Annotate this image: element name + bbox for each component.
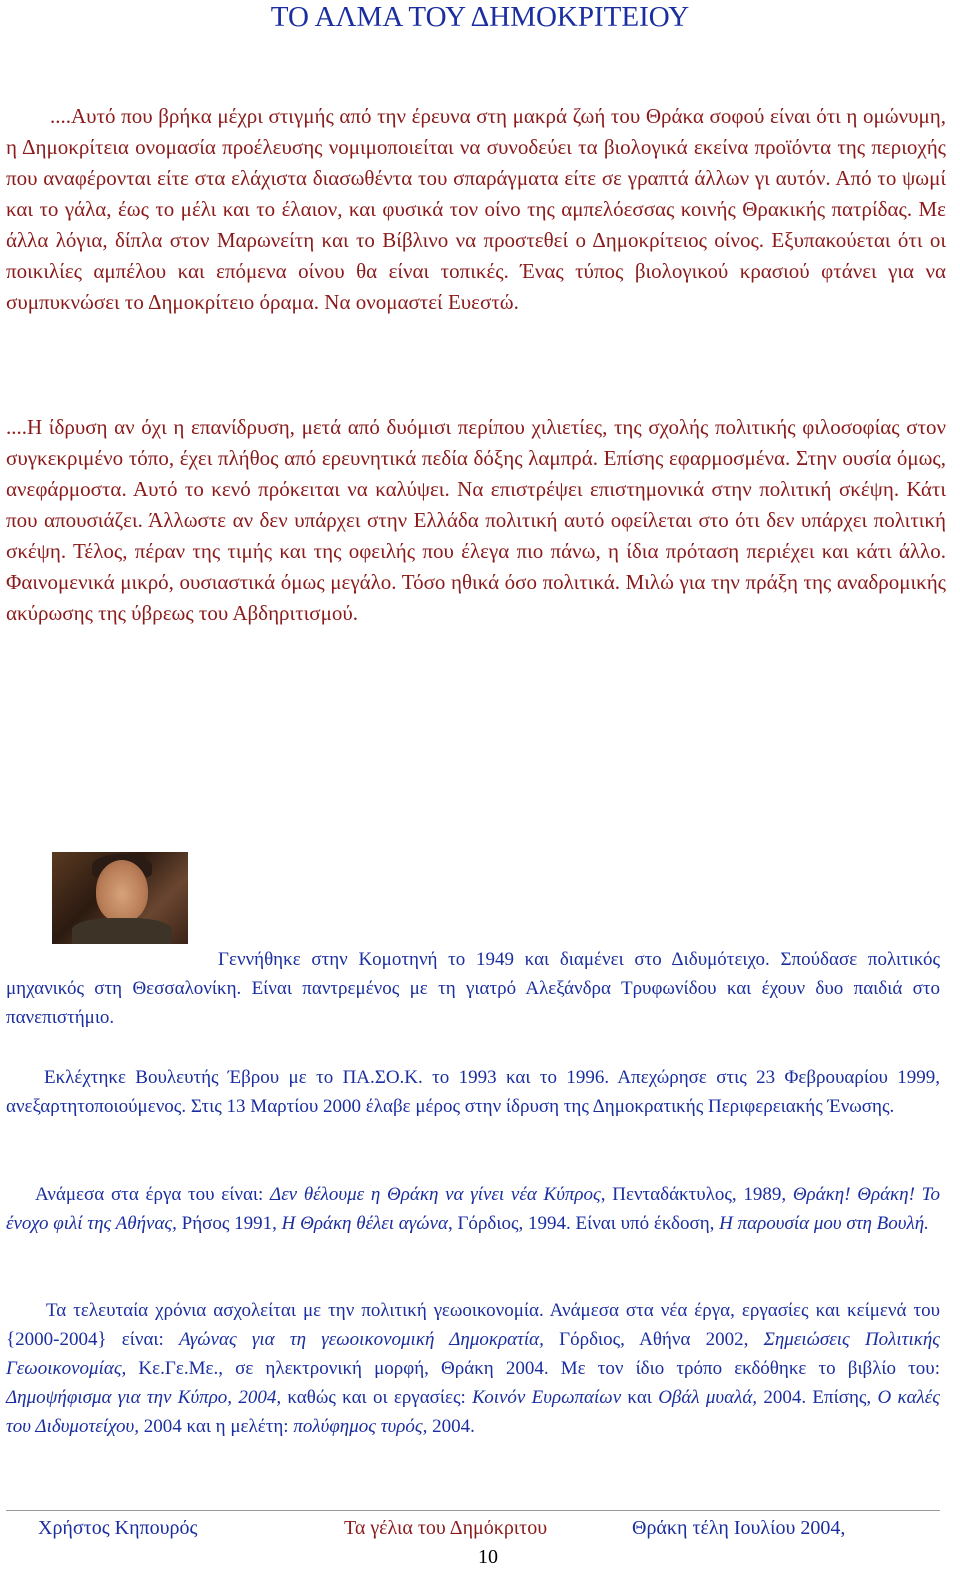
work-title: Ο καλές του Διδυμοτείχου,	[6, 1387, 940, 1437]
work-title: Δεν θέλουμε η Θράκη να γίνει νέα Κύπρος	[270, 1184, 601, 1205]
text-run: Κε.Γε.Με., σε ηλεκτρονική μορφή, Θράκη 2004. Με τον ίδιο τρόπο εκδόθηκε το βιβλίο του:	[126, 1358, 940, 1379]
work-title: πολύφημος τυρός,	[293, 1416, 428, 1437]
text-run: Γόρδιος, Αθήνα 2002,	[543, 1329, 764, 1350]
footer-divider	[6, 1510, 940, 1511]
text-run: 2004 και η μελέτη:	[138, 1416, 294, 1437]
author-photo	[52, 852, 188, 944]
work-title: Σημειώσεις Πολιτικής Γεωοικονομίας,	[6, 1329, 941, 1379]
work-title: Η Θράκη θέλει αγώνα	[281, 1213, 448, 1234]
bio-paragraph-birth: Γεννήθηκε στην Κομοτηνή το 1949 και διαμένει στο Διδυμότειχο. Σπούδασε πολιτικός μηχανικός στη Θεσσαλονίκη. Είναι παντρεμένος με τη γιατρό Αλεξάνδρα Τρυφωνίδου και έχουν δυο παιδιά στο πανεπιστήμιο.	[6, 949, 940, 1028]
bio-paragraph-works	[6, 1180, 940, 1238]
work-title: Οβάλ μυαλά,	[658, 1387, 758, 1408]
text-run: , Ρήσος 1991,	[172, 1213, 282, 1234]
work-title: Δημοψήφισμα για την Κύπρο, 2004,	[6, 1387, 282, 1408]
bio-paragraph-recent-works	[6, 1296, 940, 1441]
text-run: Τα τελευταία χρόνια ασχολείται με την πολιτική γεωοικονομία. Ανάμεσα στα νέα έργα, εργασίες και κείμενά του {2000-2004} είναι:	[6, 1300, 940, 1350]
author-photo-shirt	[72, 918, 172, 944]
page-title: ΤΟ ΑΛΜΑ ΤΟΥ ΔΗΜΟΚΡΙΤΕΙΟΥ	[270, 1, 690, 33]
footer-place-date: Θράκη τέλη Ιουλίου 2004,	[632, 1517, 846, 1539]
text-run: , Πενταδάκτυλος, 1989,	[600, 1184, 793, 1205]
footer-book-title: Τα γέλια του Δημόκριτου	[344, 1517, 548, 1539]
work-title: Η παρουσία μου στη Βουλή.	[719, 1213, 929, 1234]
page-number: 10	[478, 1546, 498, 1568]
work-title: Θράκη! Θράκη! Το ένοχο φιλί της Αθήνας	[6, 1184, 940, 1234]
footer-author: Χρήστος Κηπουρός	[38, 1517, 198, 1539]
text-run: 2004. Επίσης,	[757, 1387, 878, 1408]
work-title: Κοινόν Ευρωπαίων	[472, 1387, 622, 1408]
work-title: Αγώνας για τη γεωοικονομική Δημοκρατία,	[179, 1329, 544, 1350]
text-run: και	[621, 1387, 659, 1408]
text-run: καθώς και οι εργασίες:	[281, 1387, 473, 1408]
text-run: 2004.	[427, 1416, 475, 1437]
author-photo-face	[96, 860, 148, 922]
body-paragraph-2: ....Η ίδρυση αν όχι η επανίδρυση, μετά από δυόμισι περίπου χιλιετίες, της σχολής πολιτικής φιλοσοφίας στον συγκεκριμένο τόπο, έχει πλήθος από ερευνητικά πεδία δόξης λαμπρά. Επίσης εφαρμοσμένα. Στην ουσία όμως, ανεφάρμοστα. Αυτό το κενό πρόκειται να καλύψει. Να επιστρέψει επιστημονικά στην πολιτική σκέψη. Κάτι που απουσιάζει. Άλλωστε αν δεν υπάρχει στην Ελλάδα πολιτική αυτό οφείλεται στο ότι δεν υπάρχει πολιτική σκέψη. Τέλος, πέραν της τιμής και της οφειλής που έλεγα πιο πάνω, η ίδια πρόταση περιέχει και κάτι άλλο. Φαινομενικά μικρό, ουσιαστικά όμως μεγάλο. Τόσο ηθικά όσο πολιτικά. Μιλώ για την πράξη της αναδρομικής ακύρωσης της ύβρεως του Αβδηριτισμού.	[6, 415, 946, 625]
text-run: Ανάμεσα στα έργα του είναι:	[35, 1184, 271, 1205]
body-paragraph-1: ....Αυτό που βρήκα μέχρι στιγμής από την έρευνα στη μακρά ζωή του Θράκα σοφού είναι ότι η ομώνυμη, η Δημοκρίτεια ονομασία προέλευσης νομιμοποιείται να συνοδεύει τα βιολογικά εκείνα προϊόντα της περιοχής που αναφέρονται είτε στα ελάχιστα διασωθέντα του σπαράγματα είτε σε γραπτά άλλων γι αυτόν. Από το ψωμί και το γάλα, έως το μέλι και το έλαιον, και φυσικά τον οίνο της αμπελόεσσας κοινής Θρακικής πατρίδας. Με άλλα λόγια, δίπλα στον Μαρωνείτη και το Βίβλινο να προστεθεί ο Δημοκρίτειος οίνος. Εξυπακούεται ότι οι ποικιλίες αμπέλου και επόμενα οίνου θα είναι τοπικές. Ένας τύπος βιολογικού κρασιού φτάνει για να συμπυκνώσει το Δημοκρίτειο όραμα. Να ονομαστεί Ευεστώ.	[6, 104, 946, 314]
bio-paragraph-politics: Εκλέχτηκε Βουλευτής Έβρου με το ΠΑ.ΣΟ.Κ. το 1993 και το 1996. Απεχώρησε στις 23 Φεβρουαρίου 1999, ανεξαρτητοποιούμενος. Στις 13 Μαρτίου 2000 έλαβε μέρος στην ίδρυση της Δημοκρατικής Περιφερειακής Ένωσης.	[6, 1067, 940, 1117]
text-run: , Γόρδιος, 1994. Είναι υπό έκδοση,	[447, 1213, 720, 1234]
